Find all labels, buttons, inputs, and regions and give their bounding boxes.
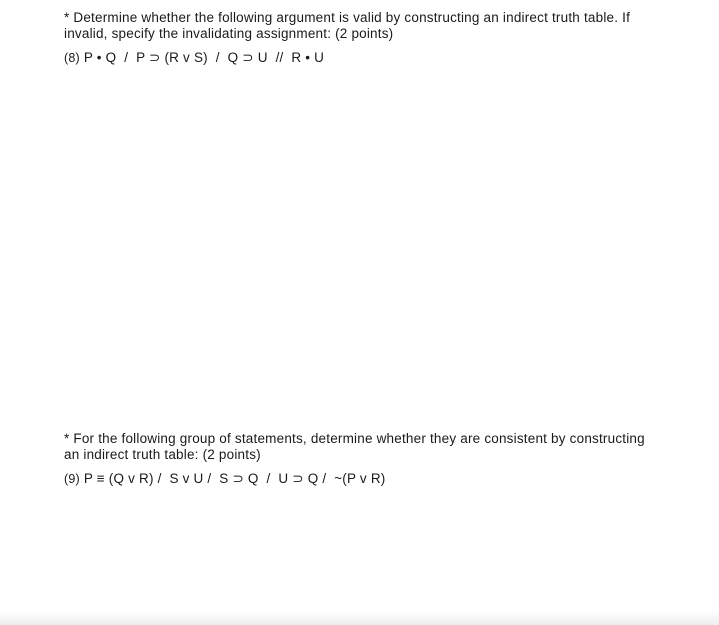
question-instruction: * Determine whether the following argument is valid by constructing an indirect truth table. If invalid, specify the invalidating assignment: (2 points) bbox=[64, 10, 631, 41]
question-9 bbox=[64, 431, 664, 487]
page-bottom-shadow bbox=[0, 611, 719, 625]
problem-number: (8) bbox=[64, 51, 80, 65]
problem-statement bbox=[64, 471, 664, 487]
problem-number: (9) bbox=[64, 472, 80, 486]
question-8 bbox=[64, 10, 664, 66]
problem-statement bbox=[64, 50, 664, 66]
problem-expression: P ≡ (Q v R) / S v U / S ⊃ Q / U ⊃ Q / ~(P v R) bbox=[79, 471, 386, 486]
question-instruction: * For the following group of statements, determine whether they are consistent by constructing an indirect truth table: (2 points) bbox=[64, 431, 645, 462]
problem-expression: P • Q / P ⊃ (R v S) / Q ⊃ U // R • U bbox=[79, 50, 325, 65]
